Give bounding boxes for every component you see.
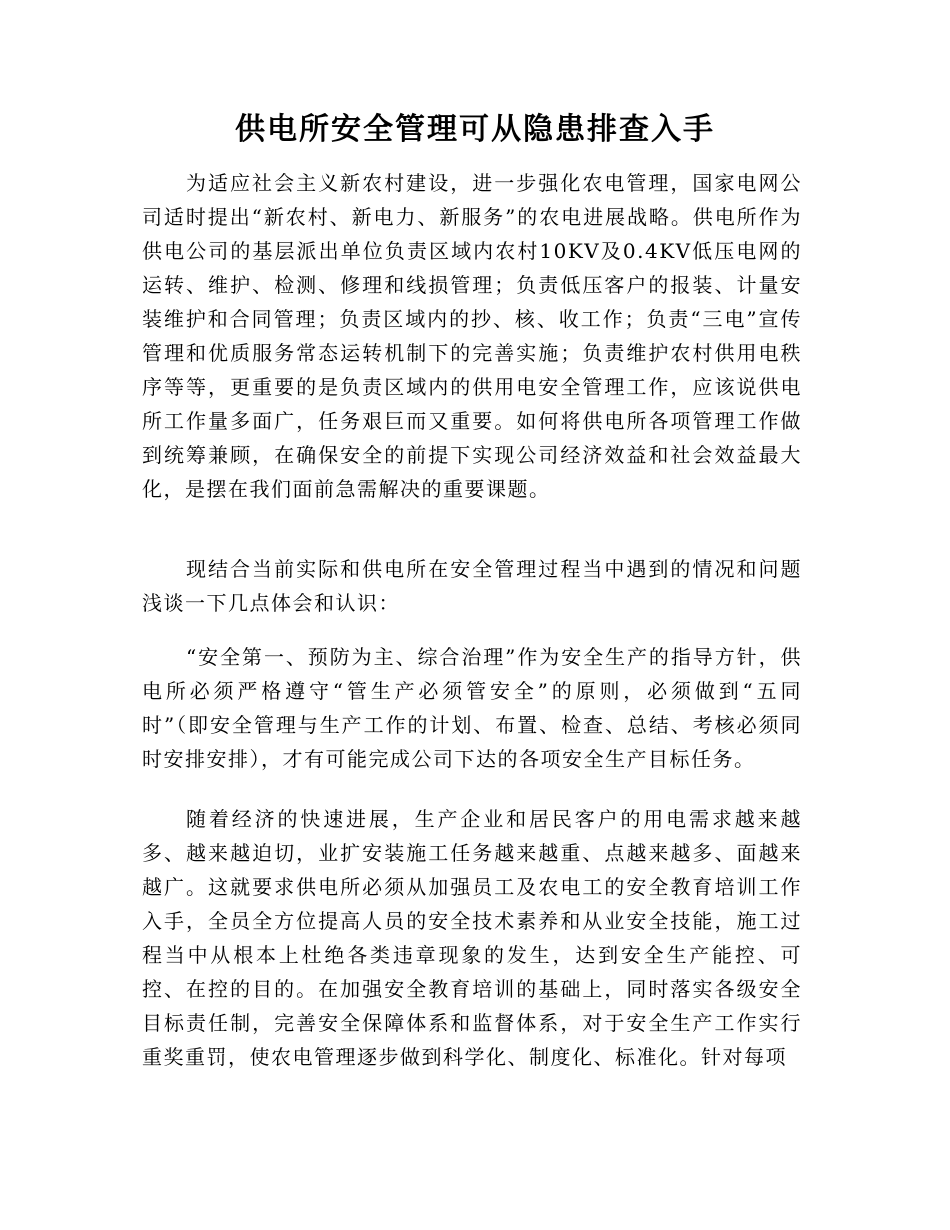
paragraph-intro: 为适应社会主义新农村建设，进一步强化农电管理，国家电网公司适时提出“新农村、新电力、新服务”的农电进展战略。供电所作为供电公司的基层派出单位负责区域内农村10KV及0.4KV低压电网的运转、维护、检测、修理和线损管理；负责低压客户的报装、计量安装维护和合同管理；负责区域内的抄、核、收工作；负责“三电”宣传管理和优质服务常态运转机制下的完善实施；负责维护农村供用电秩序等等，更重要的是负责区域内的供用电安全管理工作，应该说供电所工作量多面广，任务艰巨而又重要。如何将供电所各项管理工作做到统筹兼顾，在确保安全的前提下实现公司经济效益和社会效益最大化，是摆在我们面前急需解决的重要课题。: [142, 171, 802, 501]
document-title: 供电所安全管理可从隐患排查入手: [235, 112, 715, 147]
paragraph-safety-policy: “安全第一、预防为主、综合治理”作为安全生产的指导方针，供电所必须严格遵守“管生产必须管安全”的原则，必须做到“五同时”（即安全管理与生产工作的计划、布置、检查、总结、考核必须同时安排安排），才有可能完成公司下达的各项安全生产目标任务。: [142, 645, 802, 771]
paragraph-safety-training: 随着经济的快速进展，生产企业和居民客户的用电需求越来越多、越来越迫切，业扩安装施工任务越来越重、点越来越多、面越来越广。这就要求供电所必须从加强员工及农电工的安全教育培训工作入手，全员全方位提高人员的安全技术素养和从业安全技能，施工过程当中从根本上杜绝各类违章现象的发生，达到安全生产能控、可控、在控的目的。在加强安全教育培训的基础上，同时落实各级安全目标责任制，完善安全保障体系和监督体系，对于安全生产工作实行重奖重罚，使农电管理逐步做到科学化、制度化、标准化。针对每项: [142, 807, 802, 1069]
paragraph-overview: 现结合当前实际和供电所在安全管理过程当中遇到的情况和问题浅谈一下几点体会和认识：: [142, 557, 802, 615]
